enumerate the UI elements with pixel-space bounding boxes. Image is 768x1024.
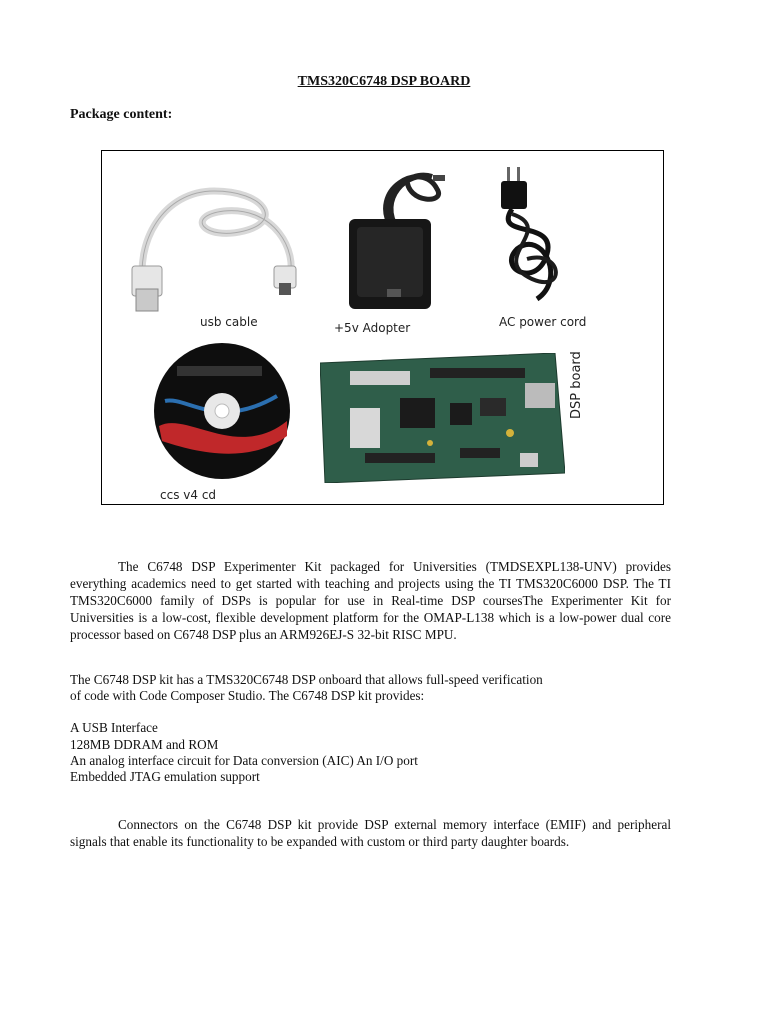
ac-power-cord-label: AC power cord bbox=[499, 315, 587, 329]
feature-analog-interface: An analog interface circuit for Data conversion (AIC) An I/O port bbox=[70, 753, 418, 768]
feature-usb-interface: A USB Interface bbox=[70, 720, 158, 735]
kit-description-paragraph: The C6748 DSP Experimenter Kit packaged for Universities (TMDSEXPL138-UNV) provides everything academics need to get started with teaching and projects using the TI TMS320C6000 DSP. The TI TMS320C6000 family of DSPs is popular for use in Real-time DSP coursesThe Experimenter Kit for Universities is a low-cost, flexible development platform for the OMAP-L138 which is a low-power dual core processor based on C6748 DSP plus an ARM926EJ-S 32-bit RISC MPU. bbox=[70, 559, 671, 642]
section-heading: Package content: bbox=[70, 107, 173, 122]
power-adapter-image bbox=[337, 159, 447, 314]
kit-overview-line-2: of code with Code Composer Studio. The C6748 DSP kit provides: bbox=[70, 688, 425, 703]
kit-overview-line-1: The C6748 DSP kit has a TMS320C6748 DSP onboard that allows full-speed verification bbox=[70, 672, 543, 687]
usb-cable-image bbox=[124, 171, 314, 321]
package-content-figure bbox=[101, 150, 664, 505]
usb-cable-label: usb cable bbox=[200, 315, 258, 329]
connectors-paragraph: Connectors on the C6748 DSP kit provide DSP external memory interface (EMIF) and peripheral signals that enable its functionality to be expanded with custom or third party daughter boards. bbox=[70, 817, 671, 849]
cd-label: ccs v4 cd bbox=[160, 488, 217, 502]
software-cd-image bbox=[147, 341, 297, 481]
adapter-label: +5v Adopter bbox=[334, 321, 411, 335]
feature-jtag: Embedded JTAG emulation support bbox=[70, 769, 260, 784]
document-title: TMS320C6748 DSP BOARD bbox=[297, 74, 471, 89]
dsp-board-image bbox=[320, 353, 565, 483]
dsp-board-label: DSP board bbox=[569, 351, 584, 419]
feature-memory: 128MB DDRAM and ROM bbox=[70, 737, 219, 752]
ac-cord-image bbox=[487, 159, 577, 309]
